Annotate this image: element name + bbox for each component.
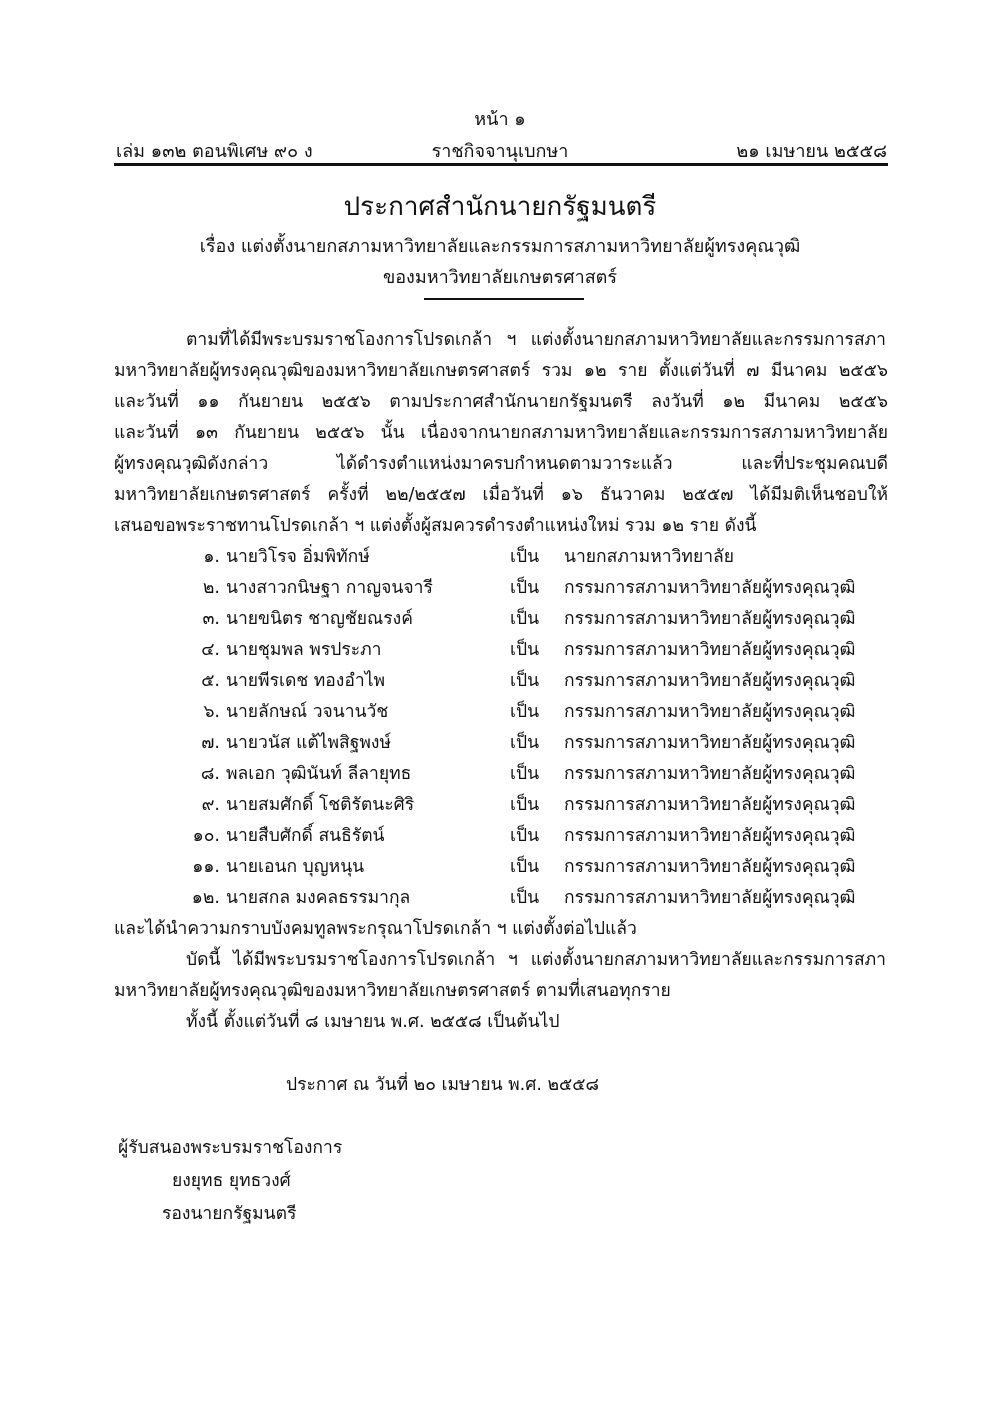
as-label: เป็น xyxy=(510,795,540,815)
appointee-name: นายขนิตร ชาญชัยณรงค์ xyxy=(226,609,413,629)
item-number: ๑๐. xyxy=(192,826,220,846)
appointee-name: นายชุมพล พรประภา xyxy=(226,640,382,660)
appointee-position: กรรมการสภามหาวิทยาลัยผู้ทรงคุณวุฒิ xyxy=(564,857,856,877)
as-label: เป็น xyxy=(510,671,540,691)
appointee-name: นายสมศักดิ์ โชติรัตนะศิริ xyxy=(226,795,415,815)
announcement-date: ประกาศ ณ วันที่ ๒๐ เมษายน พ.ศ. ๒๕๕๘ xyxy=(286,1075,599,1095)
appointee-name: นายวิโรจ อิ่มพิทักษ์ xyxy=(226,547,370,567)
header-rule xyxy=(114,163,888,166)
list-item xyxy=(0,728,1000,758)
effective-date-line: ทั้งนี้ ตั้งแต่วันที่ ๘ เมษายน พ.ศ. ๒๕๕๘ เป็นต้นไป xyxy=(186,1012,560,1032)
appointee-position: กรรมการสภามหาวิทยาลัยผู้ทรงคุณวุฒิ xyxy=(564,888,856,908)
list-item xyxy=(0,759,1000,789)
paragraph-line: และวันที่ ๑๑ กันยายน ๒๕๕๖ ตามประกาศสำนักนายกรัฐมนตรี ลงวันที่ ๑๒ มีนาคม ๒๕๕๖ xyxy=(114,392,888,412)
list-item xyxy=(0,635,1000,665)
appointee-position: กรรมการสภามหาวิทยาลัยผู้ทรงคุณวุฒิ xyxy=(564,609,856,629)
appointee-position: กรรมการสภามหาวิทยาลัยผู้ทรงคุณวุฒิ xyxy=(564,702,856,722)
paragraph-line: บัดนี้ ได้มีพระบรมราชโองการโปรดเกล้า ฯ แต่งตั้งนายกสภามหาวิทยาลัยและกรรมการสภา xyxy=(186,950,886,970)
appointee-position: นายกสภามหาวิทยาลัย xyxy=(564,547,735,567)
publication-date: ๒๑ เมษายน ๒๕๕๘ xyxy=(736,141,887,162)
paragraph-line: ตามที่ได้มีพระบรมราชโองการโปรดเกล้า ฯ แต่งตั้งนายกสภามหาวิทยาลัยและกรรมการสภา xyxy=(186,330,886,350)
document-title: ประกาศสำนักนายกรัฐมนตรี xyxy=(343,192,657,222)
as-label: เป็น xyxy=(510,609,540,629)
list-item xyxy=(0,852,1000,882)
item-number: ๗. xyxy=(201,733,220,753)
appointee-name: นายลักษณ์ วจนานวัช xyxy=(226,702,389,722)
subject-line-1: เรื่อง แต่งตั้งนายกสภามหาวิทยาลัยและกรรมการสภามหาวิทยาลัยผู้ทรงคุณวุฒิ xyxy=(199,236,801,257)
list-item xyxy=(0,542,1000,572)
list-item xyxy=(0,604,1000,634)
as-label: เป็น xyxy=(510,702,540,722)
item-number: ๑๒. xyxy=(191,888,220,908)
item-number: ๑. xyxy=(203,547,220,567)
appointee-name: พลเอก วุฒินันท์ ลีลายุทธ xyxy=(226,764,412,784)
list-item xyxy=(0,697,1000,727)
appointee-position: กรรมการสภามหาวิทยาลัยผู้ทรงคุณวุฒิ xyxy=(564,795,856,815)
as-label: เป็น xyxy=(510,888,540,908)
as-label: เป็น xyxy=(510,764,540,784)
signatory-name: ยงยุทธ ยุทธวงศ์ xyxy=(172,1171,291,1191)
appointee-position: กรรมการสภามหาวิทยาลัยผู้ทรงคุณวุฒิ xyxy=(564,764,856,784)
paragraph-line: ผู้ทรงคุณวุฒิดังกล่าว ได้ดำรงตำแหน่งมาครบกำหนดตามวาระแล้ว และที่ประชุมคณบดี xyxy=(114,454,888,474)
list-item xyxy=(0,883,1000,913)
title-divider xyxy=(424,298,584,300)
appointee-name: นายสกล มงคลธรรมากุล xyxy=(226,888,411,908)
appointee-name: นางสาวกนิษฐา กาญจนจารี xyxy=(226,578,433,598)
as-label: เป็น xyxy=(510,826,540,846)
paragraph-line: มหาวิทยาลัยผู้ทรงคุณวุฒิของมหาวิทยาลัยเกษตรศาสตร์ รวม ๑๒ ราย ตั้งแต่วันที่ ๗ มีนาคม ๒๕๕๖ xyxy=(114,361,888,381)
item-number: ๙. xyxy=(201,795,220,815)
after-list-line: และได้นำความกราบบังคมทูลพระกรุณาโปรดเกล้า ฯ แต่งตั้งต่อไปแล้ว xyxy=(114,919,637,939)
as-label: เป็น xyxy=(510,733,540,753)
appointee-name: นายพีรเดช ทองอำไพ xyxy=(226,671,386,691)
item-number: ๑๑. xyxy=(192,857,220,877)
appointee-name: นายสืบศักดิ์ สนธิรัตน์ xyxy=(226,826,385,846)
subject-line-2: ของมหาวิทยาลัยเกษตรศาสตร์ xyxy=(382,267,618,288)
appointee-name: นายเอนก บุญหนุน xyxy=(226,857,365,877)
as-label: เป็น xyxy=(510,640,540,660)
item-number: ๖. xyxy=(203,702,220,722)
list-item xyxy=(0,573,1000,603)
countersign-label: ผู้รับสนองพระบรมราชโองการ xyxy=(118,1138,343,1158)
list-item xyxy=(0,666,1000,696)
paragraph-line: และวันที่ ๑๓ กันยายน ๒๕๕๖ นั้น เนื่องจากนายกสภามหาวิทยาลัยและกรรมการสภามหาวิทยาลัย xyxy=(114,423,888,443)
as-label: เป็น xyxy=(510,578,540,598)
paragraph-line: เสนอขอพระราชทานโปรดเกล้า ฯ แต่งตั้งผู้สมควรดำรงตำแหน่งใหม่ รวม ๑๒ ราย ดังนี้ xyxy=(114,516,757,536)
signatory-title: รองนายกรัฐมนตรี xyxy=(162,1204,297,1224)
appointee-position: กรรมการสภามหาวิทยาลัยผู้ทรงคุณวุฒิ xyxy=(564,578,856,598)
as-label: เป็น xyxy=(510,857,540,877)
item-number: ๘. xyxy=(200,764,220,784)
item-number: ๒. xyxy=(202,578,220,598)
item-number: ๓. xyxy=(202,609,220,629)
appointee-position: กรรมการสภามหาวิทยาลัยผู้ทรงคุณวุฒิ xyxy=(564,671,856,691)
appointee-position: กรรมการสภามหาวิทยาลัยผู้ทรงคุณวุฒิ xyxy=(564,733,856,753)
paragraph-line: มหาวิทยาลัยเกษตรศาสตร์ ครั้งที่ ๒๒/๒๕๕๗ เมื่อวันที่ ๑๖ ธันวาคม ๒๕๕๗ ได้มีมติเห็นชอบให้ xyxy=(114,485,888,505)
list-item xyxy=(0,821,1000,851)
page-number: หน้า ๑ xyxy=(474,109,526,130)
gazette-name: ราชกิจจานุเบกษา xyxy=(431,141,569,162)
as-label: เป็น xyxy=(510,547,540,567)
appointee-name: นายวนัส แต้ไพสิฐพงษ์ xyxy=(226,733,392,753)
appointee-position: กรรมการสภามหาวิทยาลัยผู้ทรงคุณวุฒิ xyxy=(564,826,856,846)
list-item xyxy=(0,790,1000,820)
item-number: ๔. xyxy=(201,640,220,660)
volume-issue: เล่ม ๑๓๒ ตอนพิเศษ ๙๐ ง xyxy=(116,141,313,162)
appointee-position: กรรมการสภามหาวิทยาลัยผู้ทรงคุณวุฒิ xyxy=(564,640,856,660)
paragraph-line: มหาวิทยาลัยผู้ทรงคุณวุฒิของมหาวิทยาลัยเกษตรศาสตร์ ตามที่เสนอทุกราย xyxy=(114,981,671,1001)
item-number: ๕. xyxy=(201,671,220,691)
